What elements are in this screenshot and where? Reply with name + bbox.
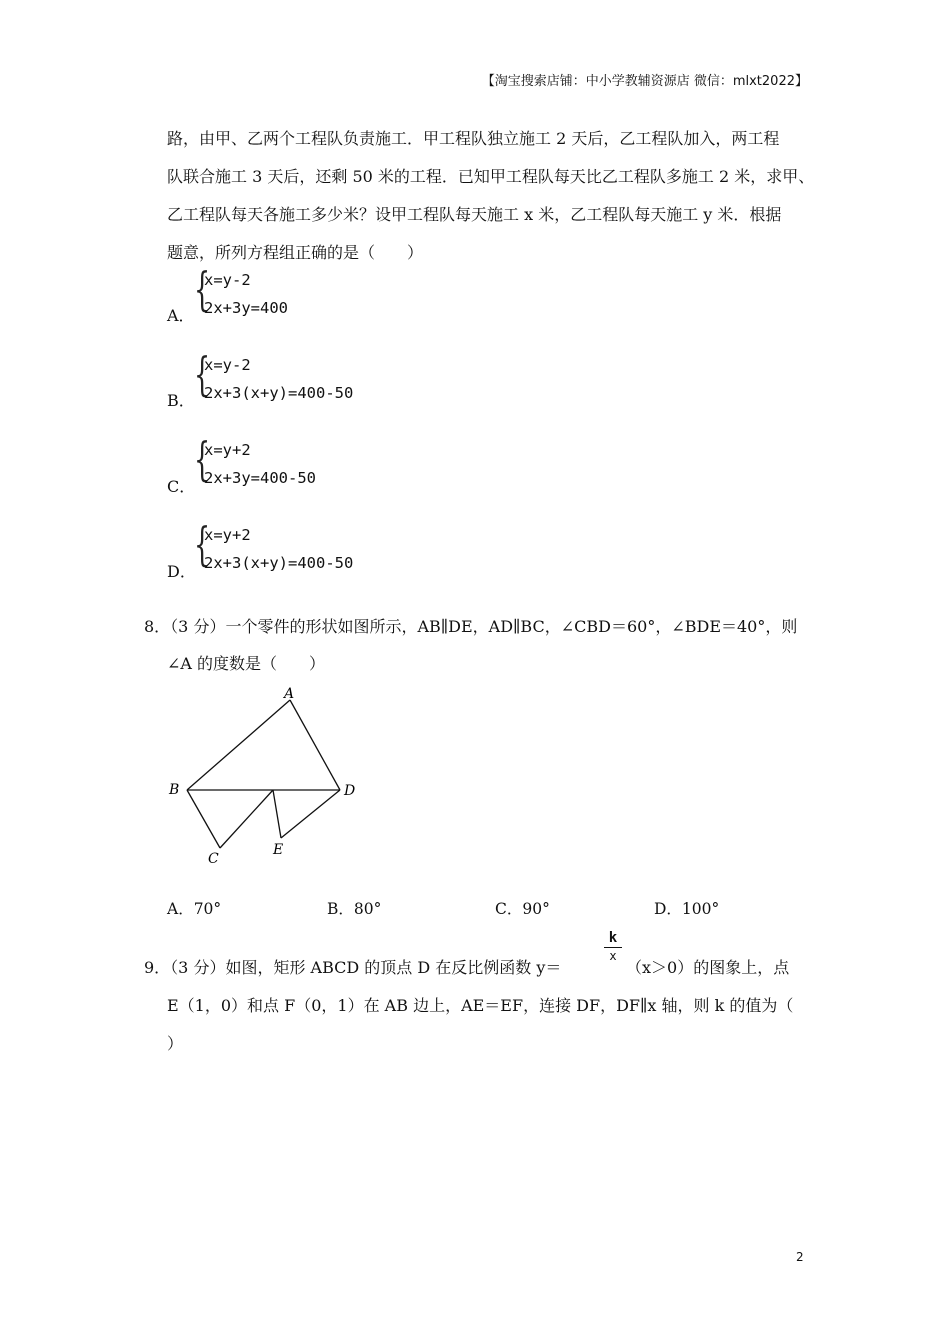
q7-option-a-label: A． [167, 306, 195, 325]
q8-option-a: A．70° [167, 900, 222, 918]
segment-c-junction [220, 790, 273, 848]
q7-line-2: 队联合施工 3 天后，还剩 50 米的工程．已知甲工程队每天比乙工程队多施工 2 米，求甲、 [167, 167, 815, 186]
segment-ed [281, 790, 340, 838]
label-d: D [344, 783, 356, 799]
q9-line-2: E（1，0）和点 F（0，1）在 AB 边上，AE＝EF，连接 DF，DF∥x 轴，则 k 的值为（ [167, 996, 794, 1015]
q8-option-b: B．80° [327, 900, 382, 918]
q9-line-1-post: （x＞0）的图象上，点 [626, 958, 790, 977]
q8-figure [160, 680, 370, 870]
q9-fraction-denominator: x [609, 949, 617, 963]
segment-junction-e [273, 790, 281, 838]
q9-line-1-pre: 9．（3 分）如图，矩形 ABCD 的顶点 D 在反比例函数 y＝ [144, 958, 562, 977]
q8-line-2: ∠A 的度数是（ ） [167, 654, 326, 673]
label-b: B [169, 782, 180, 798]
label-a: A [284, 686, 295, 702]
page-number: 2 [796, 1250, 804, 1264]
segment-ad [290, 700, 340, 790]
segment-bc [187, 790, 220, 848]
q9-fraction-bar [604, 947, 622, 948]
q7-option-d-eq2: 2x+3(x+y)=400-50 [204, 554, 354, 572]
q7-line-3: 乙工程队每天各施工多少米？设甲工程队每天施工 x 米，乙工程队每天施工 y 米．根据 [167, 205, 782, 224]
q7-option-d-eq1: x=y+2 [204, 526, 251, 544]
header-shop-text: 【淘宝搜索店铺：中小学教辅资源店 微信：mlxt2022】 [481, 74, 808, 89]
q7-option-d-label: D． [167, 562, 196, 581]
q9-fraction-numerator: k [608, 930, 618, 946]
q9-line-3: ） [167, 1034, 184, 1053]
label-e: E [273, 842, 284, 858]
brace-icon: { [194, 262, 211, 316]
q7-option-b-eq1: x=y-2 [204, 356, 251, 374]
q7-option-b-eq2: 2x+3(x+y)=400-50 [204, 384, 354, 402]
q7-option-c-label: C． [167, 477, 196, 496]
q7-option-c-eq1: x=y+2 [204, 441, 251, 459]
brace-icon: { [194, 347, 211, 401]
q8-option-c: C．90° [495, 900, 550, 918]
q7-option-a-eq2: 2x+3y=400 [204, 299, 288, 317]
q9-fraction [604, 930, 622, 963]
q7-line-1: 路，由甲、乙两个工程队负责施工．甲工程队独立施工 2 天后，乙工程队加入，两工程 [167, 129, 780, 148]
q7-option-c-eq2: 2x+3y=400-50 [204, 469, 316, 487]
brace-icon: { [194, 432, 211, 486]
q8-line-1: 8．（3 分）一个零件的形状如图所示，AB∥DE，AD∥BC，∠CBD＝60°，∠BDE＝40°，则 [144, 617, 798, 636]
q7-line-4: 题意，所列方程组正确的是（ ） [167, 243, 424, 262]
segment-ab [187, 700, 290, 790]
q7-option-a-eq1: x=y-2 [204, 271, 251, 289]
q8-option-d: D．100° [654, 900, 720, 918]
q7-option-b-label: B． [167, 391, 195, 410]
brace-icon: { [194, 517, 211, 571]
label-c: C [208, 851, 219, 867]
